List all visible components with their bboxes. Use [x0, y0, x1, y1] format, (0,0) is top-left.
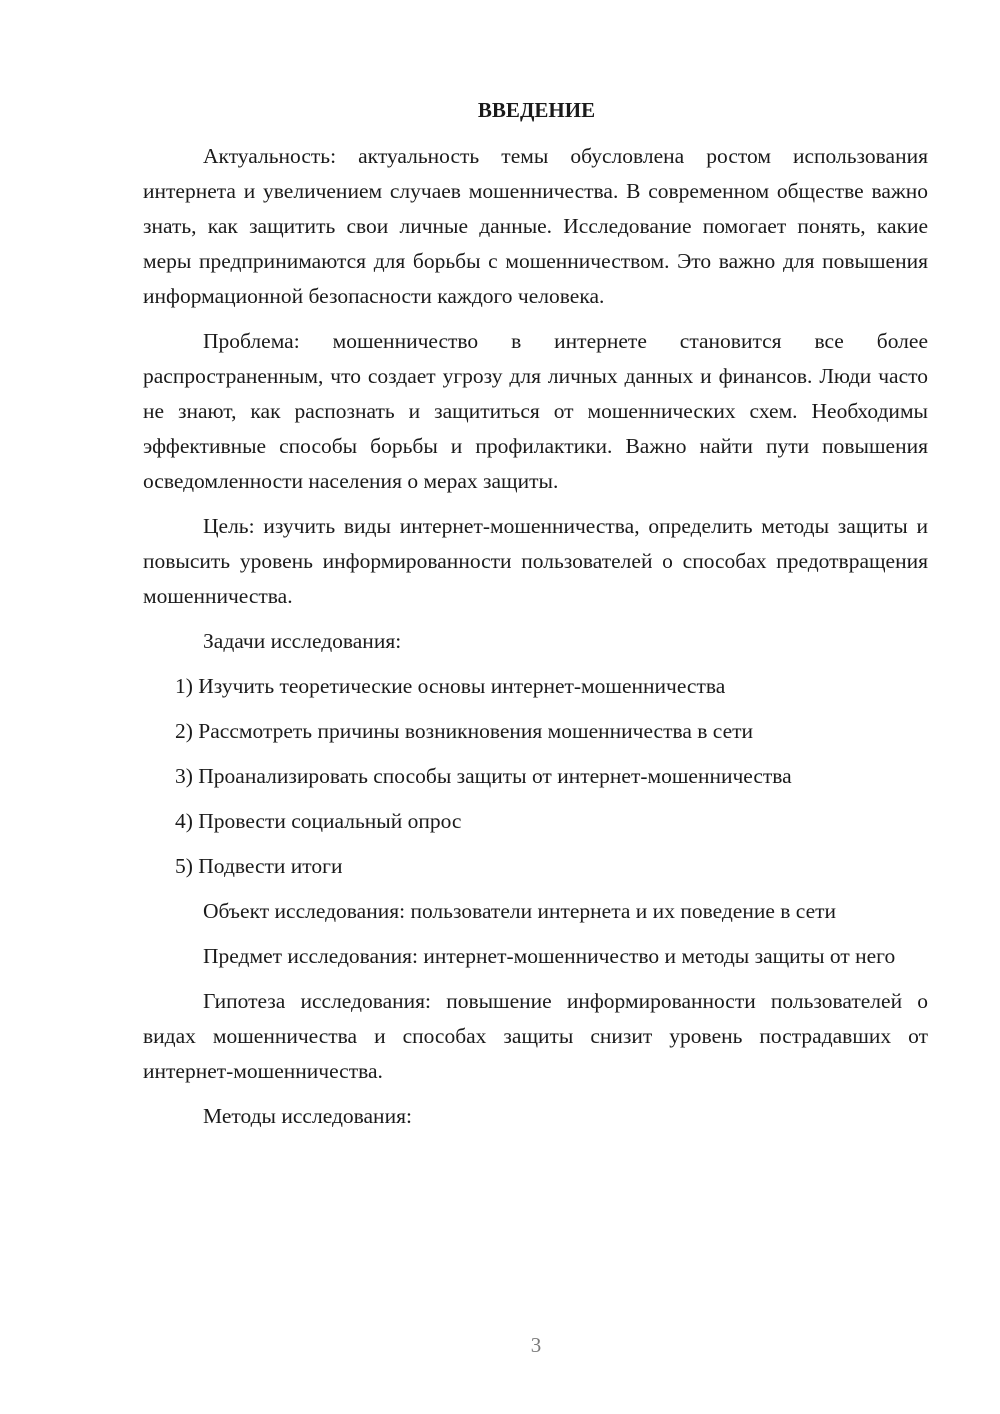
hypothesis-paragraph: Гипотеза исследования: повышение информированности пользователей о видах мошенничества и способах защиты снизит уровень пострадавших от интернет-мошенничества.: [143, 989, 928, 1083]
relevance-paragraph: Актуальность: актуальность темы обусловлена ростом использования интернета и увеличением случаев мошенничества. В современном обществе важно знать, как защитить свои личные данные. Исследование помогает понять, какие меры предпринимаются для борьбы с мошенничеством. Это важно для повышения информационной безопасности каждого человека.: [143, 144, 928, 308]
task-item-1: 1) Изучить теоретические основы интернет-мошенничества: [175, 674, 726, 698]
object-paragraph: Объект исследования: пользователи интернета и их поведение в сети: [203, 899, 837, 923]
goal-paragraph: Цель: изучить виды интернет-мошенничества, определить методы защиты и повысить уровень информированности пользователей о способах предотвращения мошенничества.: [143, 514, 928, 608]
subject-paragraph: Предмет исследования: интернет-мошенничество и методы защиты от него: [203, 944, 896, 968]
task-item-2: 2) Рассмотреть причины возникновения мошенничества в сети: [175, 719, 754, 743]
task-item-4: 4) Провести социальный опрос: [175, 809, 462, 833]
document-page: [143, 95, 928, 1144]
page-number: 3: [530, 1333, 542, 1357]
task-item-3: 3) Проанализировать способы защиты от интернет-мошенничества: [175, 764, 792, 788]
section-heading: ВВЕДЕНИЕ: [477, 98, 596, 122]
problem-paragraph: Проблема: мошенничество в интернете становится все более распространенным, что создает угрозу для личных данных и финансов. Люди часто не знают, как распознать и защититься от мошеннических схем. Необходимы эффективные способы борьбы и профилактики. Важно найти пути повышения осведомленности населения о мерах защиты.: [143, 329, 928, 493]
task-item-5: 5) Подвести итоги: [175, 854, 343, 878]
methods-heading: Методы исследования:: [203, 1104, 412, 1128]
tasks-heading: Задачи исследования:: [203, 629, 402, 653]
